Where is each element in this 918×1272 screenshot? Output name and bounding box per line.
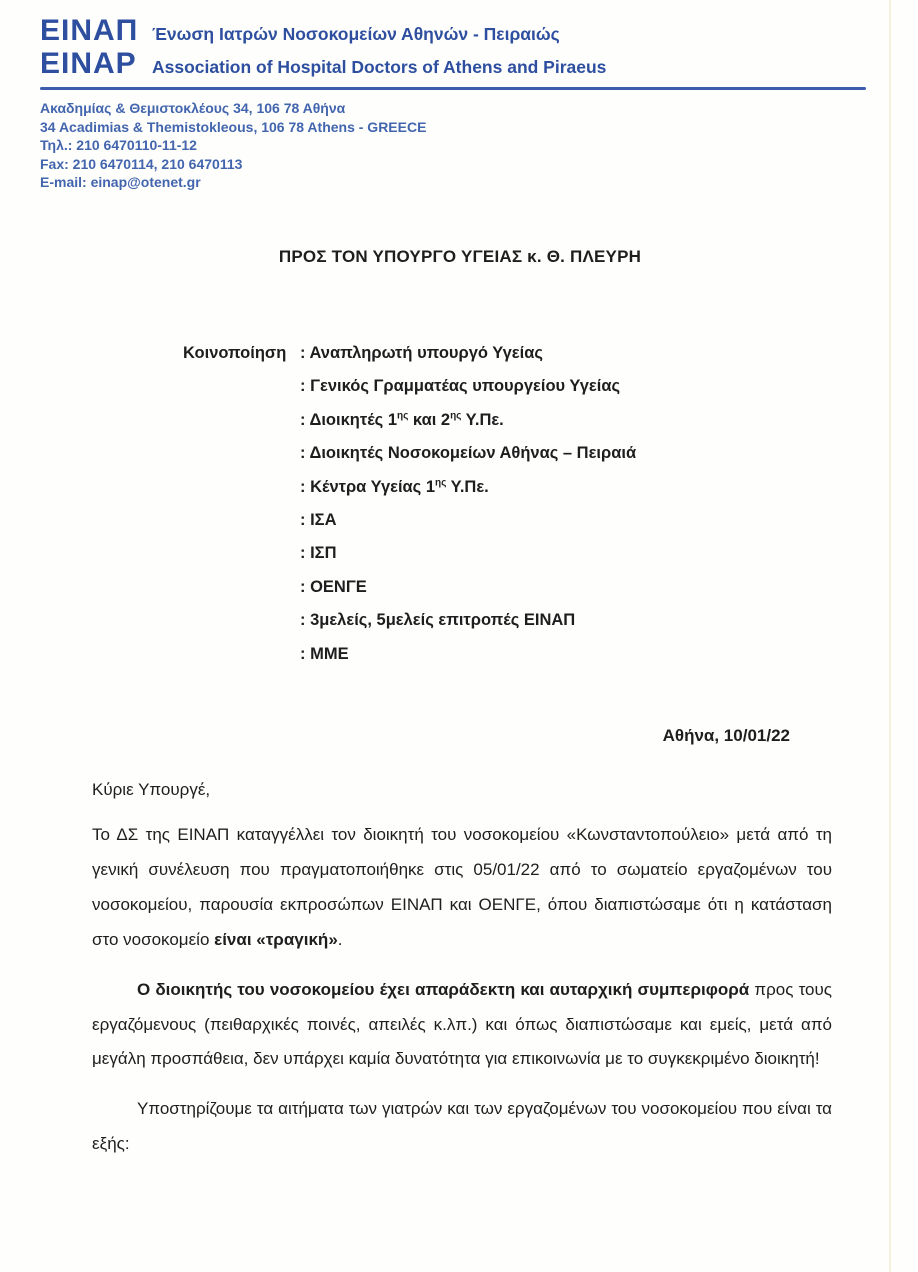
salutation: Κύριε Υπουργέ, (92, 780, 211, 799)
cc-label: Κοινοποίηση (183, 344, 287, 362)
cc-item: : ΙΣΠ (300, 544, 337, 563)
cc-item: : Αναπληρωτή υπουργό Υγείας (300, 344, 543, 362)
org-name-english: Association of Hospital Doctors of Athens and Piraeus (152, 57, 607, 77)
date-line: Αθήνα, 10/01/22 (662, 726, 790, 745)
einap-logo-english: EINAP (40, 47, 137, 80)
body-paragraphs (92, 818, 832, 1162)
einap-logo-greek: ΕΙΝΑΠ (40, 14, 139, 47)
paragraph: Το ΔΣ της ΕΙΝΑΠ καταγγέλλει τον διοικητή του νοσοκομείου «Κωνσταντοπούλειο» μετά από τη γενική συνέλευση που πραγματοποιήθηκε στις 05/01/22 από το σωματείο εργαζομένων του νοσοκομείου, παρουσία εκπροσώπων ΕΙΝΑΠ και ΟΕΝΓΕ, όπου διαπιστώσαμε ότι η κατάσταση στο νοσοκομείο είναι «τραγική». (92, 825, 832, 949)
cc-item: : ΙΣΑ (300, 510, 337, 529)
cc-item: : Διοικητές $1^{\eta\varsigma}$ και $2^{\eta\varsigma}$ Υ.Πε. (300, 410, 504, 429)
address-greek: Ακαδημίας & Θεμιστοκλέους 34, 106 78 Αθήνα (40, 100, 346, 116)
letterhead-contact-block (40, 99, 866, 192)
scan-artifact (889, 0, 891, 1272)
letterhead-greek-row (40, 14, 866, 47)
fax-line: Fax: 210 6470114, 210 6470113 (40, 155, 243, 172)
paragraph: Υποστηρίζουμε τα αιτήματα των γιατρών και των εργαζομένων του νοσοκομείου που είναι τα εξής: (92, 1099, 832, 1154)
cc-item: : ΟΕΝΓΕ (300, 577, 367, 596)
letterhead (40, 14, 866, 192)
cc-item: : 3μελείς, 5μελείς επιτροπές ΕΙΝΑΠ (300, 611, 576, 630)
letterhead-divider (40, 87, 866, 90)
cc-item: : Γενικός Γραμματέας υπουργείου Υγείας (300, 377, 621, 396)
org-name-greek: Ένωση Ιατρών Νοσοκομείων Αθηνών - Πειραιώς (152, 24, 560, 44)
cc-item: : Κέντρα Υγείας $1^{\eta\varsigma}$ Υ.Πε. (300, 477, 489, 496)
address-english: 34 Acadimias & Themistokleous, 106 78 Athens - GREECE (40, 118, 427, 135)
paragraph: Ο διοικητής του νοσοκομείου έχει απαράδεκτη και αυταρχική συμπεριφορά προς τους εργαζόμενους (πειθαρχικές ποινές, απειλές κ.λπ.) και όπως διαπιστώσαμε και εμείς, μετά από μεγάλη προσπάθεια, δεν υπάρχει καμία δυνατότητα για επικοινωνία με το συγκεκριμένο διοικητή! (92, 979, 832, 1069)
letterhead-english-row (40, 47, 866, 80)
cc-item: : Διοικητές Νοσοκομείων Αθήνας – Πειραιά (300, 444, 637, 463)
phone-line: Τηλ.: 210 6470110-11-12 (40, 137, 197, 153)
cc-item: : ΜΜΕ (300, 644, 349, 663)
recipient-heading: ΠΡΟΣ ΤΟΝ ΥΠΟΥΡΓΟ ΥΓΕΙΑΣ κ. Θ. ΠΛΕΥΡΗ (278, 247, 642, 266)
email-line: E-mail: einap@otenet.gr (40, 174, 201, 190)
cc-list (300, 344, 636, 678)
